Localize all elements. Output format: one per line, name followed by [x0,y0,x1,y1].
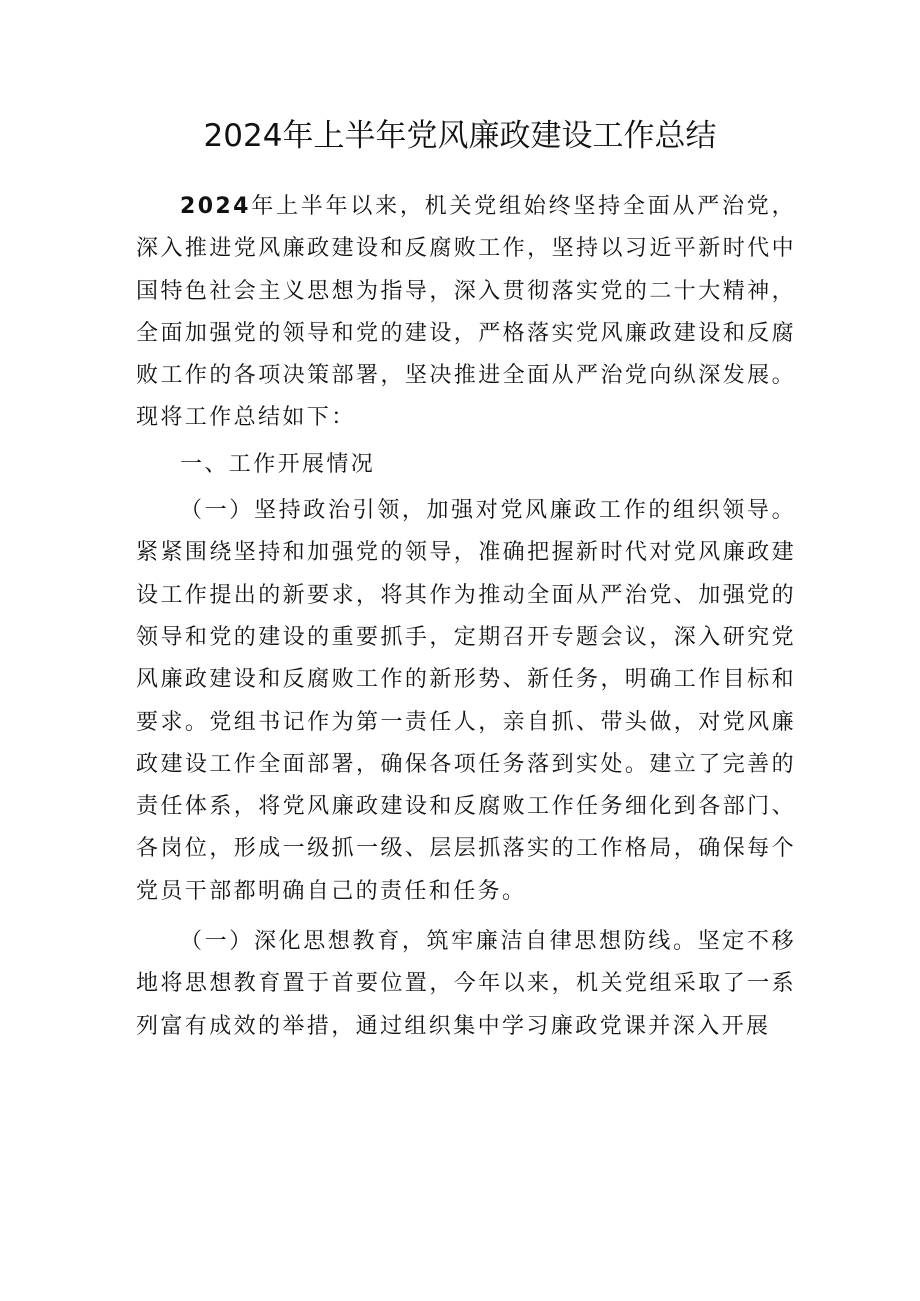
section-heading-1: 一、工作开展情况 [180,451,376,477]
document-title: 2024年上半年党风廉政建设工作总结 [203,118,717,154]
paragraph-1: （一）坚持政治引领，加强对党风廉政工作的组织领导。紧紧围绕坚持和加强党的领导，准确把握新时代对党风廉政建设工作提出的新要求，将其作为推动全面从严治党、加强党的领导和党的建设的重要抓手，定期召开专题会议，深入研究党风廉政建设和反腐败工作的新形势、新任务，明确工作目标和要求。党组书记作为第一责任人，亲自抓、带头做，对党风廉政建设工作全面部署，确保各项任务落到实处。建立了完善的责任体系，将党风廉政建设和反腐败工作任务细化到各部门、各岗位，形成一级抓一级、层层抓落实的工作格局，确保每个党员干部都明确自己的责任和任务。 [136,498,796,904]
intro-paragraph [136,186,796,440]
intro-year: 2024 [180,194,251,219]
paragraph-2: （一）深化思想教育，筑牢廉洁自律思想防线。坚定不移地将思想教育置于首要位置，今年以来，机关党组采取了一系列富有成效的举措，通过组织集中学习廉政党课并深入开展 [136,929,796,1039]
document-body [136,186,796,1048]
intro-text: 年上半年以来，机关党组始终坚持全面从严治党，深入推进党风廉政建设和反腐败工作，坚持以习近平新时代中国特色社会主义思想为指导，深入贯彻落实党的二十大精神，全面加强党的领导和党的建设，严格落实党风廉政建设和反腐败工作的各项决策部署，坚决推进全面从严治党向纵深发展。现将工作总结如下： [136,194,796,431]
